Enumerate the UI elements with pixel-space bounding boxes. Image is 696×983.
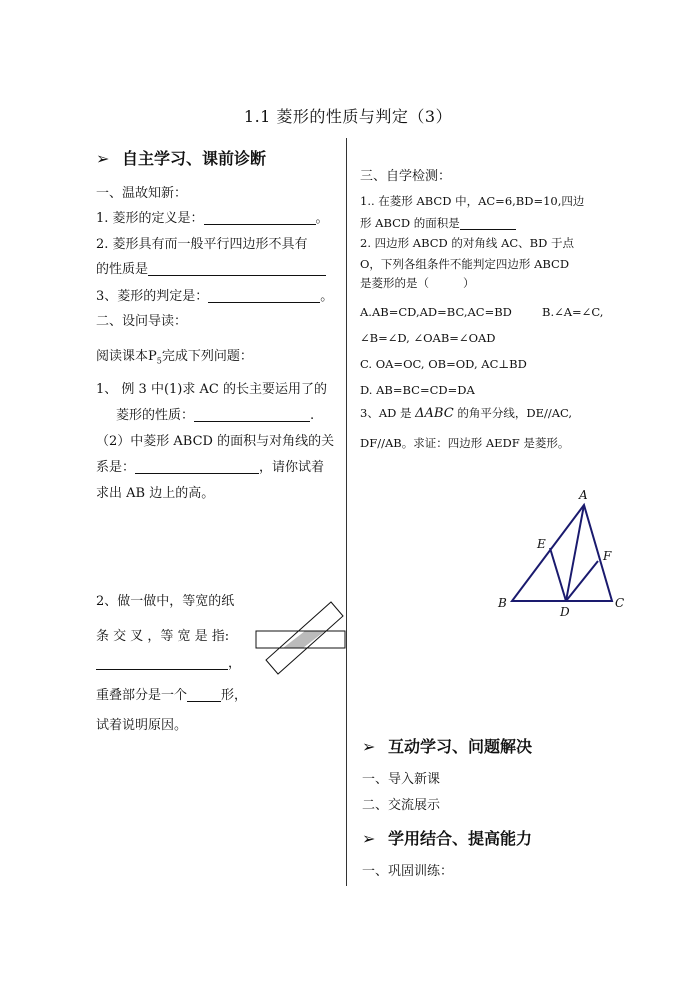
option-b: B.∠A=∠C, [542,305,604,319]
answer-blank[interactable] [135,459,259,474]
answer-blank[interactable] [194,407,310,422]
problem-3-line1: 3、AD 是 ΔABC 的角平分线，DE//AC, [360,406,573,421]
column-divider [346,138,347,886]
import-new-lesson: 一、导入新课 [362,772,441,787]
review-title: 一、温故知新： [96,186,188,201]
answer-blank[interactable] [204,210,316,225]
example-1-line1: 1、 例 3 中(1)求 AC 的长主要运用了的 [96,382,327,397]
label-c: C [615,596,625,610]
section-heading-application: ➢ 学用结合、提高能力 [362,829,533,848]
label-e: E [537,537,546,551]
answer-blank[interactable] [208,288,320,303]
question-1: 1. 菱形的定义是： 。 [96,211,329,226]
arrow-bullet-icon: ➢ [96,149,110,168]
bisector-ad [566,505,584,601]
activity-2-line2: 条 交 叉 ，等 宽 是 指: [96,629,230,644]
problem-2-line3: 是菱形的是（ ） [360,276,475,290]
label-a: A [579,488,588,502]
read-instruction: 阅读课本$P_5$完成下列问题： [96,349,253,366]
option-c: C. OA=OC, OB=OD, AC⊥BD [360,357,527,371]
arrow-bullet-icon: ➢ [362,737,376,756]
example-1-line2: 菱形的性质： . [116,408,315,423]
option-d: D. AB=BC=CD=DA [360,383,475,397]
section-heading-self-study: ➢ 自主学习、课前诊断 [96,149,267,168]
answer-blank[interactable] [148,261,326,276]
answer-blank[interactable] [96,655,228,670]
answer-blank[interactable] [187,687,221,702]
activity-2-line5: 试着说明原因。 [96,718,188,733]
example-1-line5: 求出 AB 边上的高。 [96,486,215,501]
label-d: D [560,605,570,619]
triangle-figure [494,485,634,620]
problem-2-line2: O，下列各组条件不能判定四边形 ABCD [360,257,570,271]
example-1-line4: 系是： ，请你试着 [96,460,325,475]
problem-3-line2: DF//AB。求证：四边形 AEDF 是菱形。 [360,436,570,450]
activity-2-line3: ， [96,654,241,674]
problem-2-line1: 2. 四边形 ABCD 的对角线 AC、BD 于点 [360,236,575,250]
page-title: 1.1 菱形的性质与判定（3） [243,107,453,126]
activity-2-line4: 重叠部分是一个 形， [96,688,248,703]
answer-blank[interactable] [460,215,516,230]
example-1-line3: （2）中菱形 ABCD 的面积与对角线的关 [96,434,335,449]
consolidation-practice: 一、巩固训练： [362,864,454,879]
question-2-line2: 的性质是 [96,260,326,280]
label-f: F [603,549,612,563]
problem-1-line2: 形 ABCD 的面积是 [360,213,516,233]
option-a: A.AB=CD,AD=BC,AC=BD [360,305,512,319]
segment-de [550,548,566,601]
self-check-title: 三、自学检测： [360,169,452,184]
option-b-cont: ∠B=∠D, ∠OAB=∠OAD [360,331,496,345]
question-2-line1: 2. 菱形具有而一般平行四边形不具有 [96,237,308,252]
section-heading-interactive: ➢ 互动学习、问题解决 [362,737,533,756]
problem-1-line1: 1.. 在菱形 ABCD 中，AC=6,BD=10,四边 [360,194,585,208]
label-b: B [498,596,507,610]
segment-df [566,561,598,601]
activity-2-line1: 2、做一做中，等宽的纸 [96,594,235,609]
guide-title: 二、设问导读： [96,314,188,329]
exchange-display: 二、交流展示 [362,798,441,813]
crossed-strips-figure [255,600,347,680]
question-3: 3、菱形的判定是： 。 [96,289,334,304]
arrow-bullet-icon: ➢ [362,829,376,848]
